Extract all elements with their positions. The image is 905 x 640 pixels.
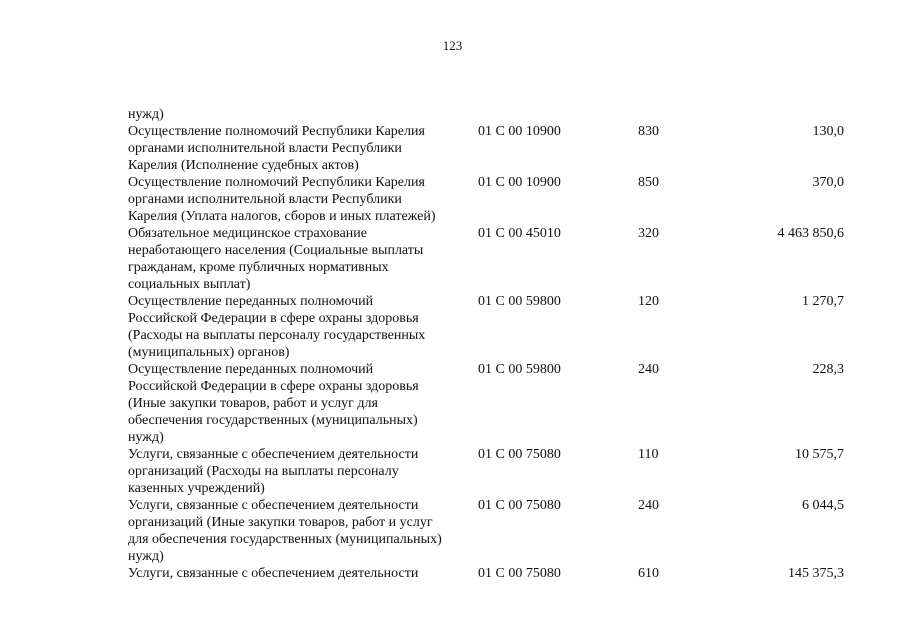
row-description: Осуществление полномочий Республики Карелия органами исполнительной власти Республики Карелия (Уплата налогов, сборов и иных платежей) xyxy=(128,175,436,224)
row-amount: 228,3 xyxy=(812,362,844,377)
row-description: Услуги, связанные с обеспечением деятельности организаций (Расходы на выплаты персоналу казенных учреждений) xyxy=(128,447,419,496)
row-amount: 130,0 xyxy=(812,124,844,139)
table-row xyxy=(128,565,844,582)
row-code: 01 С 00 10900 xyxy=(478,124,561,139)
table-row xyxy=(128,174,844,225)
table-row xyxy=(128,225,844,293)
row-code: 01 С 00 59800 xyxy=(478,294,561,309)
budget-table xyxy=(128,106,844,582)
row-description: Обязательное медицинское страхование неработающего населения (Социальные выплаты гражданам, кроме публичных нормативных социальных выплат) xyxy=(128,226,424,292)
row-code: 01 С 00 45010 xyxy=(478,226,561,241)
table-row xyxy=(128,446,844,497)
row-description: нужд) xyxy=(128,107,164,122)
table-row xyxy=(128,361,844,446)
row-type: 240 xyxy=(638,362,659,377)
row-description: Услуги, связанные с обеспечением деятельности xyxy=(128,566,419,581)
row-code: 01 С 00 75080 xyxy=(478,566,561,581)
table-row xyxy=(128,123,844,174)
row-description: Осуществление полномочий Республики Карелия органами исполнительной власти Республики Карелия (Исполнение судебных актов) xyxy=(128,124,425,173)
row-code: 01 С 00 75080 xyxy=(478,498,561,513)
row-amount: 6 044,5 xyxy=(802,498,844,513)
row-description: Услуги, связанные с обеспечением деятельности организаций (Иные закупки товаров, работ и услуг для обеспечения государственных (муниципальных) нужд) xyxy=(128,498,442,564)
page-number: 123 xyxy=(442,38,463,53)
row-description: Осуществление переданных полномочий Российской Федерации в сфере охраны здоровья (Иные закупки товаров, работ и услуг для обеспечения государственных (муниципальных) нужд) xyxy=(128,362,419,445)
row-type: 240 xyxy=(638,498,659,513)
row-type: 110 xyxy=(638,447,659,462)
row-type: 610 xyxy=(638,566,659,581)
row-code: 01 С 00 10900 xyxy=(478,175,561,190)
row-amount: 370,0 xyxy=(812,175,844,190)
row-amount: 10 575,7 xyxy=(795,447,844,462)
row-type: 120 xyxy=(638,294,659,309)
row-description: Осуществление переданных полномочий Российской Федерации в сфере охраны здоровья (Расходы на выплаты персоналу государственных (муниципальных) органов) xyxy=(128,294,426,360)
table-row xyxy=(128,106,844,123)
row-code: 01 С 00 75080 xyxy=(478,447,561,462)
table-row xyxy=(128,293,844,361)
row-code: 01 С 00 59800 xyxy=(478,362,561,377)
table-row xyxy=(128,497,844,565)
row-amount: 145 375,3 xyxy=(788,566,844,581)
row-amount: 4 463 850,6 xyxy=(777,226,844,241)
row-type: 850 xyxy=(638,175,659,190)
row-amount: 1 270,7 xyxy=(802,294,844,309)
row-type: 830 xyxy=(638,124,659,139)
row-type: 320 xyxy=(638,226,659,241)
